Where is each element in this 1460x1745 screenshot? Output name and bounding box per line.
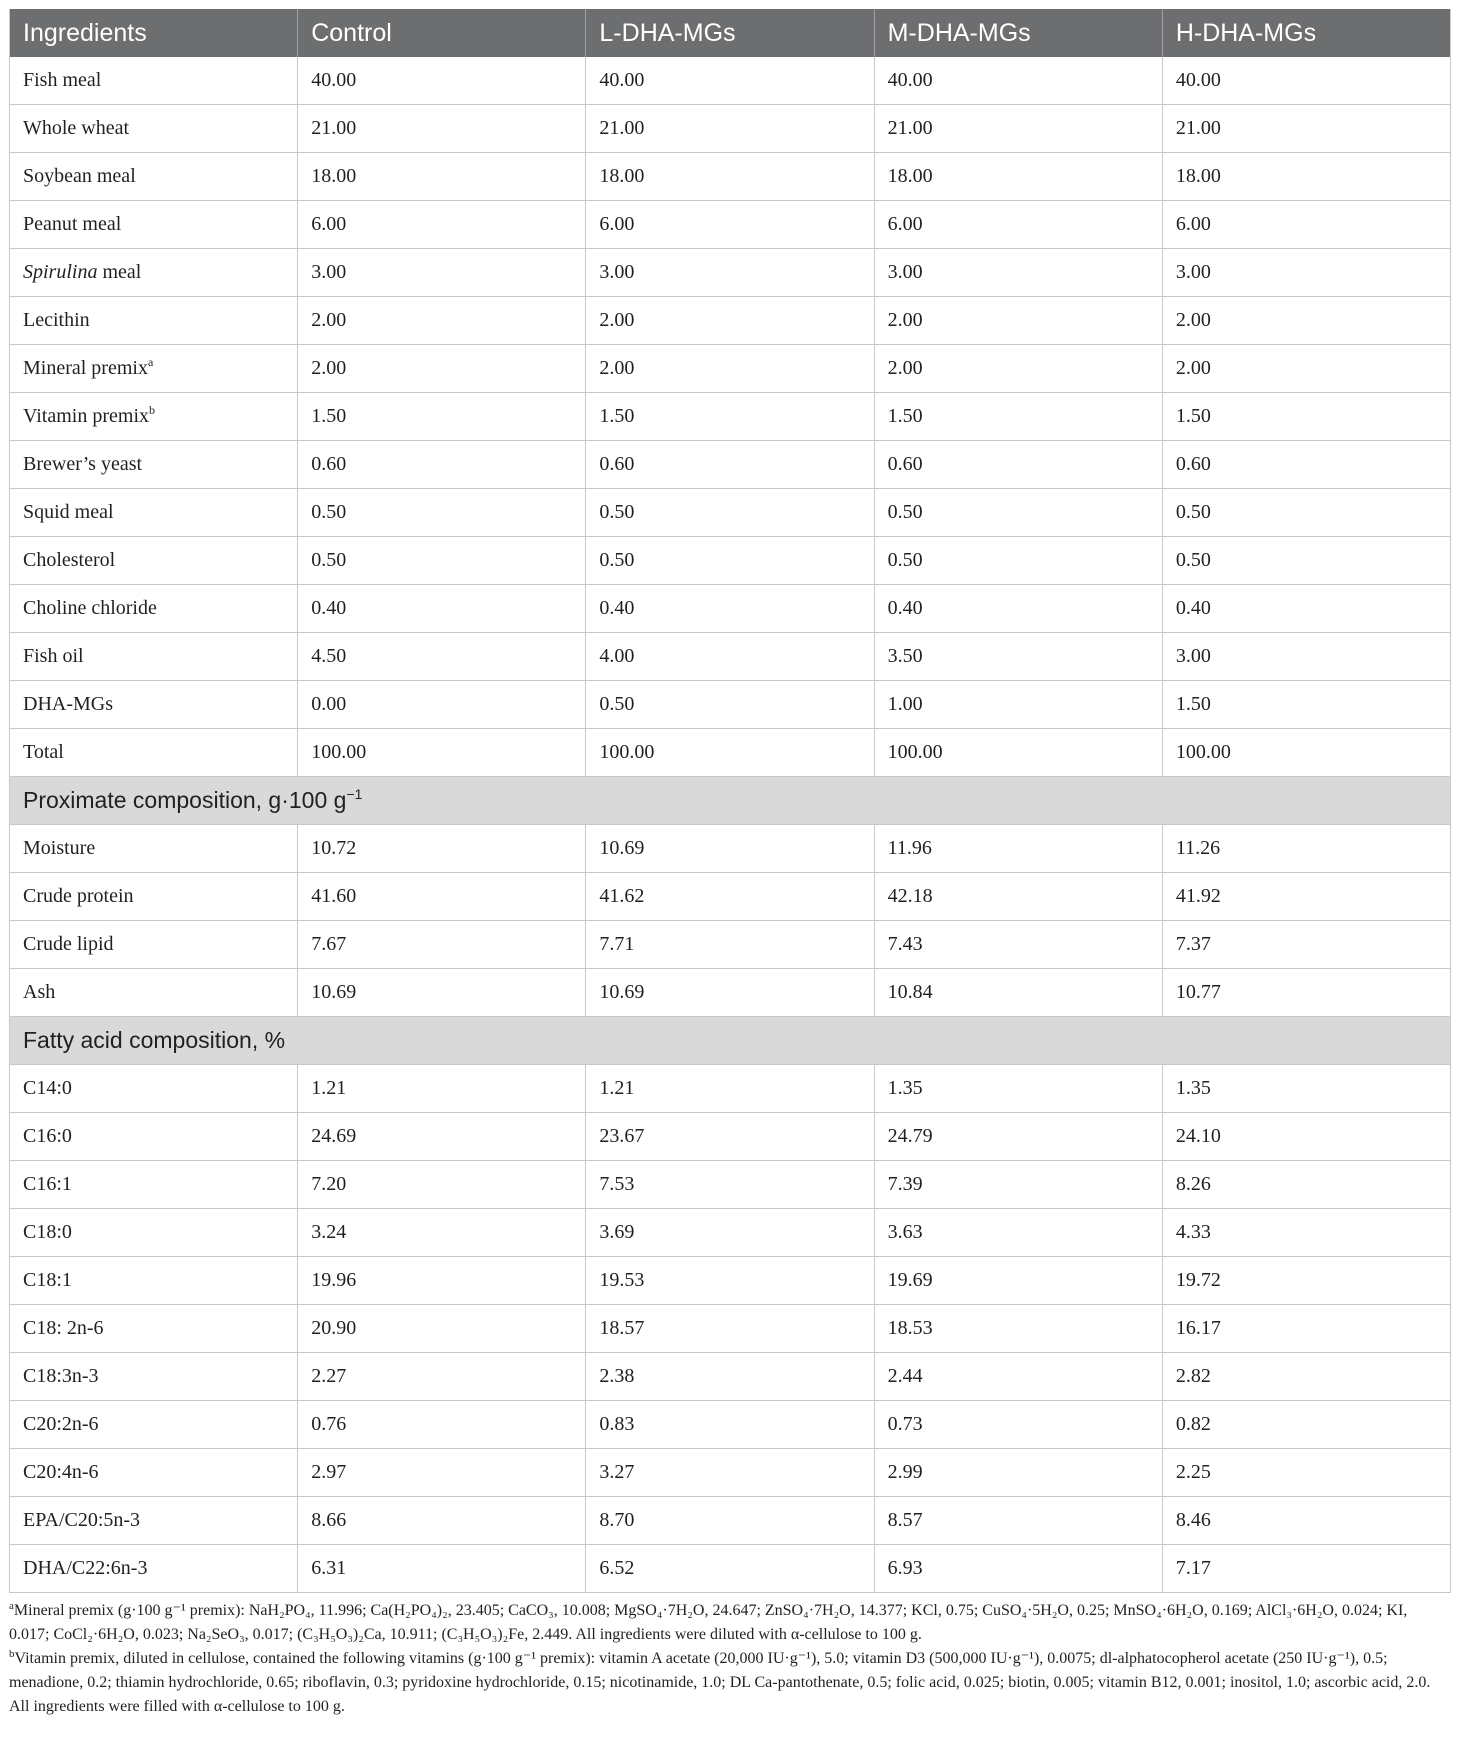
h-dha-mgs-value: 1.35 — [1175, 1077, 1211, 1099]
row-label: Soybean meal — [23, 165, 136, 187]
m-dha-mgs-value: 3.50 — [875, 633, 1163, 680]
h-dha-mgs-value: 41.92 — [1175, 885, 1221, 907]
row-label-cell — [10, 969, 298, 1016]
table-row — [10, 393, 1450, 441]
row-label: Lecithin — [23, 309, 90, 331]
control-value: 3.24 — [298, 1209, 586, 1256]
row-label: Brewer’s yeast — [23, 453, 143, 475]
control-value: 40.00 — [298, 57, 586, 104]
control-value: 0.00 — [298, 681, 586, 728]
table-row — [10, 1257, 1450, 1305]
footnote-marker: a — [9, 1600, 14, 1612]
table-row — [10, 1113, 1450, 1161]
row-label-cell — [10, 921, 298, 968]
l-dha-mgs-value: 40.00 — [586, 57, 874, 104]
m-dha-mgs-value: 19.69 — [875, 1257, 1163, 1304]
row-label: Cholesterol — [23, 549, 116, 571]
row-label: Ash — [23, 981, 56, 1003]
m-dha-mgs-value: 0.50 — [875, 537, 1163, 584]
l-dha-mgs-value: 21.00 — [586, 105, 874, 152]
h-dha-mgs-value: 21.00 — [1175, 117, 1221, 139]
table-row — [10, 441, 1450, 489]
h-dha-mgs-value: 0.50 — [1175, 549, 1211, 571]
footnote-marker: b — [9, 1648, 15, 1660]
h-dha-mgs-value: 10.77 — [1175, 981, 1221, 1003]
row-label-cell — [10, 393, 298, 440]
control-value: 24.69 — [298, 1113, 586, 1160]
l-dha-mgs-value: 6.00 — [586, 201, 874, 248]
l-dha-mgs-value: 4.00 — [586, 633, 874, 680]
table-row — [10, 1497, 1450, 1545]
row-label-cell — [10, 873, 298, 920]
table-footnotes — [9, 1599, 1451, 1719]
control-value: 0.50 — [298, 489, 586, 536]
m-dha-mgs-value: 0.73 — [875, 1401, 1163, 1448]
table-row — [10, 1545, 1450, 1593]
h-dha-mgs-value: 19.72 — [1175, 1269, 1221, 1291]
h-dha-mgs-value: 2.00 — [1175, 357, 1211, 379]
row-label: Total — [23, 741, 64, 763]
l-dha-mgs-value: 3.27 — [586, 1449, 874, 1496]
table-row — [10, 489, 1450, 537]
m-dha-mgs-value: 18.53 — [875, 1305, 1163, 1352]
l-dha-mgs-value: 3.00 — [586, 249, 874, 296]
row-label-cell — [10, 825, 298, 872]
control-value: 10.69 — [298, 969, 586, 1016]
h-dha-mgs-value: 16.17 — [1175, 1317, 1221, 1339]
m-dha-mgs-value: 0.50 — [875, 489, 1163, 536]
row-label-cell — [10, 633, 298, 680]
row-label: C14:0 — [23, 1077, 72, 1099]
section-title — [10, 1017, 1450, 1064]
m-dha-mgs-value: 24.79 — [875, 1113, 1163, 1160]
table-row — [10, 249, 1450, 297]
h-dha-mgs-value: 8.26 — [1175, 1173, 1211, 1195]
row-label: C18:0 — [23, 1221, 72, 1243]
h-dha-mgs-value: 100.00 — [1175, 741, 1231, 763]
m-dha-mgs-value: 8.57 — [875, 1497, 1163, 1544]
l-dha-mgs-value: 7.71 — [586, 921, 874, 968]
row-label: DHA-MGs — [23, 693, 113, 715]
row-label-cell — [10, 249, 298, 296]
section-title-text: Fatty acid composition, % — [23, 1027, 286, 1053]
row-label: meal — [97, 261, 142, 283]
table-header-row — [10, 9, 1450, 57]
m-dha-mgs-value: 3.00 — [875, 249, 1163, 296]
row-label-cell — [10, 105, 298, 152]
row-label-cell — [10, 345, 298, 392]
control-value: 1.21 — [298, 1065, 586, 1112]
h-dha-mgs-value: 11.26 — [1175, 837, 1221, 859]
row-label-cell — [10, 1257, 298, 1304]
m-dha-mgs-value: 6.00 — [875, 201, 1163, 248]
section-header-row — [10, 1017, 1450, 1065]
table-row — [10, 729, 1450, 777]
m-dha-mgs-value: 1.50 — [875, 393, 1163, 440]
column-header-control: Control — [298, 9, 586, 57]
m-dha-mgs-value: 2.99 — [875, 1449, 1163, 1496]
m-dha-mgs-value: 7.39 — [875, 1161, 1163, 1208]
m-dha-mgs-value: 11.96 — [875, 825, 1163, 872]
h-dha-mgs-value: 2.00 — [1175, 309, 1211, 331]
h-dha-mgs-value: 0.60 — [1175, 453, 1211, 475]
footnote-a — [9, 1599, 1451, 1647]
section-header-row — [10, 777, 1450, 825]
m-dha-mgs-value: 3.63 — [875, 1209, 1163, 1256]
row-label-italic: Spirulina — [23, 261, 98, 283]
m-dha-mgs-value: 7.43 — [875, 921, 1163, 968]
h-dha-mgs-value: 8.46 — [1175, 1509, 1211, 1531]
table-row — [10, 1449, 1450, 1497]
footnote-b — [9, 1647, 1451, 1719]
l-dha-mgs-value: 0.50 — [586, 537, 874, 584]
table-row — [10, 585, 1450, 633]
row-label-cell — [10, 1449, 298, 1496]
footnote-reference: a — [147, 355, 154, 369]
row-label-cell — [10, 1305, 298, 1352]
row-label: Whole wheat — [23, 117, 130, 139]
control-value: 2.00 — [298, 297, 586, 344]
table-row — [10, 1209, 1450, 1257]
row-label-cell — [10, 681, 298, 728]
h-dha-mgs-value: 2.25 — [1175, 1461, 1211, 1483]
l-dha-mgs-value: 41.62 — [586, 873, 874, 920]
row-label-cell — [10, 489, 298, 536]
l-dha-mgs-value: 23.67 — [586, 1113, 874, 1160]
l-dha-mgs-value: 19.53 — [586, 1257, 874, 1304]
section-title — [10, 777, 1450, 824]
footnote-reference: b — [149, 403, 155, 417]
control-value: 19.96 — [298, 1257, 586, 1304]
m-dha-mgs-value: 10.84 — [875, 969, 1163, 1016]
h-dha-mgs-value: 24.10 — [1175, 1125, 1221, 1147]
row-label-cell — [10, 297, 298, 344]
row-label-cell — [10, 1113, 298, 1160]
row-label: Fish oil — [23, 645, 84, 667]
row-label: C18:1 — [23, 1269, 72, 1291]
row-label-cell — [10, 57, 298, 104]
table-row — [10, 1161, 1450, 1209]
m-dha-mgs-value: 100.00 — [875, 729, 1163, 776]
row-label: Crude protein — [23, 885, 134, 907]
control-value: 0.50 — [298, 537, 586, 584]
h-dha-mgs-value: 7.37 — [1175, 933, 1211, 955]
table-row — [10, 297, 1450, 345]
m-dha-mgs-value: 0.60 — [875, 441, 1163, 488]
row-label-cell — [10, 537, 298, 584]
control-value: 0.76 — [298, 1401, 586, 1448]
row-label: C20:2n-6 — [23, 1413, 99, 1435]
m-dha-mgs-value: 42.18 — [875, 873, 1163, 920]
l-dha-mgs-value: 0.50 — [586, 489, 874, 536]
l-dha-mgs-value: 10.69 — [586, 969, 874, 1016]
control-value: 41.60 — [298, 873, 586, 920]
h-dha-mgs-value: 1.50 — [1175, 693, 1211, 715]
m-dha-mgs-value: 18.00 — [875, 153, 1163, 200]
row-label: EPA/C20:5n-3 — [23, 1509, 141, 1531]
m-dha-mgs-value: 2.00 — [875, 345, 1163, 392]
control-value: 100.00 — [298, 729, 586, 776]
l-dha-mgs-value: 18.57 — [586, 1305, 874, 1352]
l-dha-mgs-value: 2.38 — [586, 1353, 874, 1400]
control-value: 4.50 — [298, 633, 586, 680]
row-label-cell — [10, 1161, 298, 1208]
table-row — [10, 633, 1450, 681]
row-label-cell — [10, 1497, 298, 1544]
table-row — [10, 537, 1450, 585]
row-label: Peanut meal — [23, 213, 122, 235]
row-label: C18: 2n-6 — [23, 1317, 104, 1339]
column-header-m-dha-mgs: M-DHA-MGs — [875, 9, 1163, 57]
control-value: 20.90 — [298, 1305, 586, 1352]
control-value: 2.27 — [298, 1353, 586, 1400]
l-dha-mgs-value: 0.83 — [586, 1401, 874, 1448]
table-row — [10, 345, 1450, 393]
h-dha-mgs-value: 0.82 — [1175, 1413, 1211, 1435]
diet-composition-table — [9, 9, 1451, 1593]
m-dha-mgs-value: 0.40 — [875, 585, 1163, 632]
column-header-l-dha-mgs: L-DHA-MGs — [586, 9, 874, 57]
m-dha-mgs-value: 6.93 — [875, 1545, 1163, 1592]
table-row — [10, 57, 1450, 105]
row-label: C16:0 — [23, 1125, 72, 1147]
table-row — [10, 201, 1450, 249]
h-dha-mgs-value: 18.00 — [1175, 165, 1221, 187]
table-row — [10, 825, 1450, 873]
row-label: C16:1 — [23, 1173, 72, 1195]
l-dha-mgs-value: 6.52 — [586, 1545, 874, 1592]
m-dha-mgs-value: 1.00 — [875, 681, 1163, 728]
h-dha-mgs-value: 3.00 — [1175, 645, 1211, 667]
control-value: 7.67 — [298, 921, 586, 968]
row-label-cell — [10, 729, 298, 776]
control-value: 10.72 — [298, 825, 586, 872]
row-label-cell — [10, 441, 298, 488]
h-dha-mgs-value: 2.82 — [1175, 1365, 1211, 1387]
l-dha-mgs-value: 0.60 — [586, 441, 874, 488]
footnote-text: Mineral premix (g·100 g⁻¹ premix): NaH₂PO₄, 11.996; Ca(H₂PO₄)₂, 23.405; CaCO₃, 10.008; MgSO₄·7H₂O, 24.647; ZnSO₄·7H₂O, 14.377; KCl, 0.75; CuSO₄·5H₂O, 0.25; MnSO₄·6H₂O, 0.169; AlCl₃·6H₂O, 0.024; KI, 0.017; CoCl₂·6H₂O, 0.023; Na₂SeO₃, 0.017; (C₃H₅O₃)₂Ca, 10.911; (C₃H₅O₃)₂Fe, 2.449. All ingredients were diluted with α-cellulose to 100 g. — [9, 1602, 1408, 1643]
l-dha-mgs-value: 2.00 — [586, 345, 874, 392]
l-dha-mgs-value: 18.00 — [586, 153, 874, 200]
l-dha-mgs-value: 0.40 — [586, 585, 874, 632]
row-label: C18:3n-3 — [23, 1365, 99, 1387]
row-label: Squid meal — [23, 501, 114, 523]
h-dha-mgs-value: 40.00 — [1175, 69, 1221, 91]
control-value: 0.60 — [298, 441, 586, 488]
table-row — [10, 105, 1450, 153]
control-value: 2.00 — [298, 345, 586, 392]
column-header-h-dha-mgs: H-DHA-MGs — [1175, 19, 1317, 47]
control-value: 21.00 — [298, 105, 586, 152]
l-dha-mgs-value: 0.50 — [586, 681, 874, 728]
control-value: 18.00 — [298, 153, 586, 200]
control-value: 3.00 — [298, 249, 586, 296]
row-label-cell — [10, 1545, 298, 1592]
l-dha-mgs-value: 7.53 — [586, 1161, 874, 1208]
section-title-text: Proximate composition, g·100 g — [23, 787, 347, 813]
m-dha-mgs-value: 1.35 — [875, 1065, 1163, 1112]
l-dha-mgs-value: 3.69 — [586, 1209, 874, 1256]
control-value: 1.50 — [298, 393, 586, 440]
table-row — [10, 1401, 1450, 1449]
table-row — [10, 1065, 1450, 1113]
row-label: Mineral premix — [23, 357, 148, 379]
m-dha-mgs-value: 40.00 — [875, 57, 1163, 104]
row-label: Fish meal — [23, 69, 102, 91]
m-dha-mgs-value: 21.00 — [875, 105, 1163, 152]
footnote-text: Vitamin premix, diluted in cellulose, contained the following vitamins (g·100 g⁻¹ premix): vitamin A acetate (20,000 IU·g⁻¹), 5.0; vitamin D3 (500,000 IU·g⁻¹), 0.0075; dl-alphatocopherol acetate (250 IU·g⁻¹), 0.5; menadione, 0.2; thiamin hydrochloride, 0.65; riboflavin, 0.3; pyridoxine hydrochloride, 0.15; nicotinamide, 1.0; DL Ca-pantothenate, 0.5; folic acid, 0.025; biotin, 0.005; vitamin B12, 0.001; inositol, 1.0; ascorbic acid, 2.0. All ingredients were filled with α-cellulose to 100 g. — [9, 1650, 1431, 1715]
table-row — [10, 681, 1450, 729]
h-dha-mgs-value: 0.50 — [1175, 501, 1211, 523]
row-label: C20:4n-6 — [23, 1461, 99, 1483]
table-row — [10, 921, 1450, 969]
control-value: 6.00 — [298, 201, 586, 248]
row-label-cell — [10, 153, 298, 200]
control-value: 6.31 — [298, 1545, 586, 1592]
table-row — [10, 1305, 1450, 1353]
row-label-cell — [10, 1401, 298, 1448]
row-label: Moisture — [23, 837, 96, 859]
table-row — [10, 969, 1450, 1017]
row-label-cell — [10, 1065, 298, 1112]
column-header-ingredients: Ingredients — [10, 9, 298, 57]
row-label: Vitamin premix — [23, 405, 149, 427]
row-label-cell — [10, 201, 298, 248]
h-dha-mgs-value: 0.40 — [1175, 597, 1211, 619]
control-value: 2.97 — [298, 1449, 586, 1496]
l-dha-mgs-value: 1.50 — [586, 393, 874, 440]
h-dha-mgs-value: 3.00 — [1175, 261, 1211, 283]
row-label: DHA/C22:6n-3 — [23, 1557, 148, 1579]
row-label: Crude lipid — [23, 933, 114, 955]
control-value: 8.66 — [298, 1497, 586, 1544]
l-dha-mgs-value: 2.00 — [586, 297, 874, 344]
l-dha-mgs-value: 1.21 — [586, 1065, 874, 1112]
table-row — [10, 873, 1450, 921]
l-dha-mgs-value: 100.00 — [586, 729, 874, 776]
section-title-superscript: −1 — [346, 786, 363, 802]
table-body — [10, 57, 1450, 1593]
h-dha-mgs-value: 6.00 — [1175, 213, 1211, 235]
table-row — [10, 1353, 1450, 1401]
control-value: 0.40 — [298, 585, 586, 632]
table-row — [10, 153, 1450, 201]
h-dha-mgs-value: 4.33 — [1175, 1221, 1211, 1243]
row-label-cell — [10, 1353, 298, 1400]
h-dha-mgs-value: 1.50 — [1175, 405, 1211, 427]
l-dha-mgs-value: 8.70 — [586, 1497, 874, 1544]
m-dha-mgs-value: 2.44 — [875, 1353, 1163, 1400]
control-value: 7.20 — [298, 1161, 586, 1208]
row-label-cell — [10, 1209, 298, 1256]
row-label-cell — [10, 585, 298, 632]
m-dha-mgs-value: 2.00 — [875, 297, 1163, 344]
l-dha-mgs-value: 10.69 — [586, 825, 874, 872]
h-dha-mgs-value: 7.17 — [1175, 1557, 1211, 1579]
row-label: Choline chloride — [23, 597, 157, 619]
